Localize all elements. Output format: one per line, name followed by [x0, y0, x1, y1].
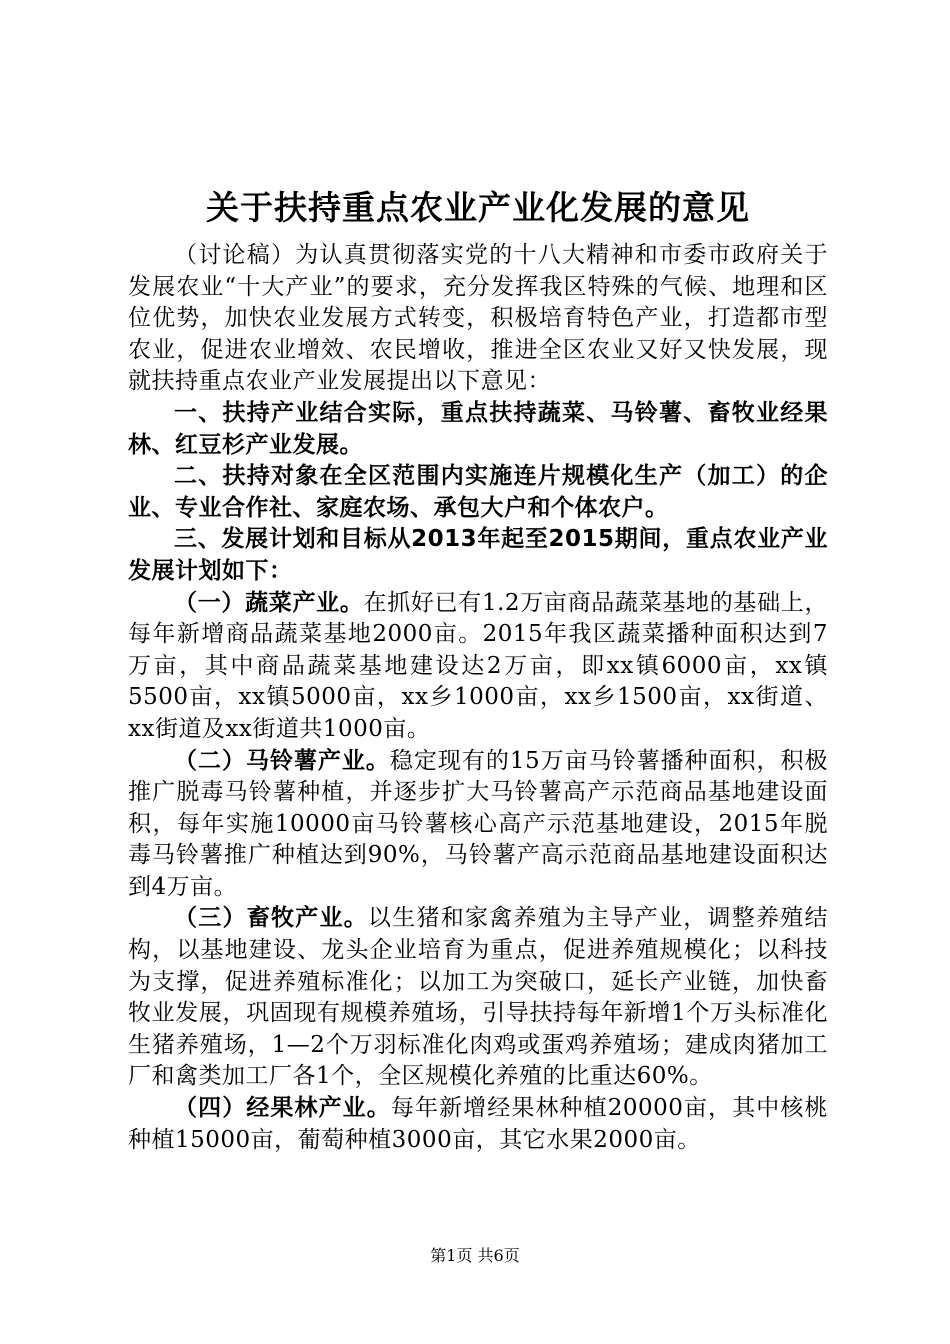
- page-number-footer: 第1页 共6页: [430, 1246, 520, 1265]
- item-4-heading: （四）经果林产业。: [174, 1095, 391, 1122]
- document-title: 关于扶持重点农业产业化发展的意见: [206, 188, 750, 227]
- section-2-paragraph: 二、扶持对象在全区范围内实施连片规模化生产（加工）的企业、专业合作社、家庭农场、承包大户和个体农户。: [128, 463, 828, 521]
- section-3-bold-text: 重点农业产业发展计划如下：: [128, 526, 829, 584]
- item-1-text: 在抓好已有1.2万亩商品蔬菜基地的基础上，每年新增商品蔬菜基地2000亩。2015年我区蔬菜播种面积达到7万亩，其中商品蔬菜基地建设达2万亩，即xx镇6000亩，xx镇5500亩，xx镇5000亩，xx乡1000亩，xx乡1500亩，xx街道、xx街道及xx街道共1000亩。: [128, 589, 829, 742]
- item-2-text: 稳定现有的15万亩马铃薯播种面积，积极推广脱毒马铃薯种植，并逐步扩大马铃薯高产示范商品基地建设面积，每年实施10000亩马铃薯核心高产示范基地建设，2015年脱毒马铃薯推广种植达到90%，马铃薯产高示范商品基地建设面积达到4万亩。: [128, 747, 828, 900]
- item-4-text: 每年新增经果林种植20000亩，其中核桃种植15000亩，葡萄种植3000亩，其它水果2000亩。: [128, 1095, 828, 1153]
- section-3-paragraph: [128, 524, 828, 587]
- section-3-text: 三、发展计划和目标从2013年起至2015期间，: [174, 526, 686, 553]
- intro-paragraph: （讨论稿）为认真贯彻落实党的十八大精神和市委市政府关于发展农业“十大产业”的要求，充分发挥我区特殊的气候、地理和区位优势，加快农业发展方式转变，积极培育特色产业，打造都市型农业，促进农业增效、农民增收，推进全区农业又好又快发展，现就扶持重点农业产业发展提出以下意见：: [128, 242, 828, 395]
- item-3-paragraph: [128, 903, 828, 1093]
- item-1-heading: （一）蔬菜产业。: [174, 589, 364, 616]
- document-body: [128, 182, 828, 1156]
- item-1-paragraph: [128, 588, 828, 746]
- item-3-heading: （三）畜牧产业。: [174, 905, 368, 932]
- item-2-heading: （二）马铃薯产业。: [174, 747, 390, 774]
- item-4-paragraph: [128, 1093, 828, 1156]
- item-3-text: 以生猪和家禽养殖为主导产业，调整养殖结构，以基地建设、龙头企业培育为重点，促进养殖规模化；以科技为支撑，促进养殖标准化；以加工为突破口，延长产业链，加快畜牧业发展，巩固现有规模养殖场，引导扶持每年新增1个万头标准化生猪养殖场，1—2个万羽标准化肉鸡或蛋鸡养殖场；建成肉猪加工厂和禽类加工厂各1个，全区规模化养殖的比重达60%。: [128, 905, 828, 1090]
- section-1-paragraph: 一、扶持产业结合实际，重点扶持蔬菜、马铃薯、畜牧业经果林、红豆杉产业发展。: [128, 399, 828, 458]
- item-2-paragraph: [128, 746, 828, 904]
